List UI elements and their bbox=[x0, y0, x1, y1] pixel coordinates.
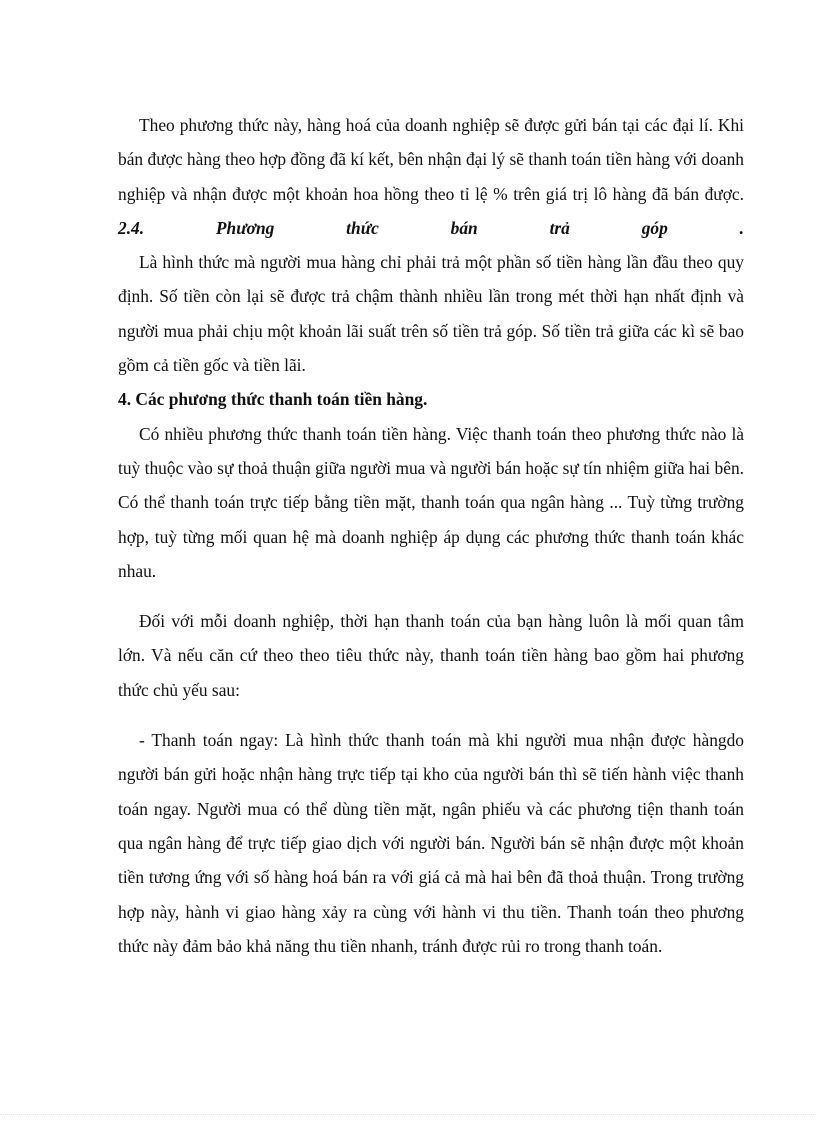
paragraph-immediate-payment: - Thanh toán ngay: Là hình thức thanh toán mà khi người mua nhận được hàngdo người bán gửi hoặc nhận hàng trực tiếp tại kho của người bán thì sẽ tiến hành việc thanh toán ngay. Người mua có thể dùng tiền mặt, ngân phiếu và các phương tiện thanh toán qua ngân hàng để trực tiếp giao dịch với người bán. Người bán sẽ nhận được một khoản tiền tương ứng với số hàng hoá bán ra với giá cả mà hai bên đã thoả thuận. Trong trường hợp này, hành vi giao hàng xảy ra cùng với hành vi thu tiền. Thanh toán theo phương thức này đảm bảo khả năng thu tiền nhanh, tránh được rủi ro trong thanh toán. bbox=[118, 730, 744, 956]
paragraph-installment-description: Là hình thức mà người mua hàng chỉ phải trả một phần số tiền hàng lần đầu theo quy định. Số tiền còn lại sẽ được trả chậm thành nhiều lần trong mét thời hạn nhất định và người mua phải chịu một khoản lãi suất trên số tiền trả góp. Số tiền trả giữa các kì sẽ bao gồm cả tiền gốc và tiền lãi. bbox=[118, 252, 744, 376]
document-body bbox=[118, 108, 744, 963]
heading-payment-methods: 4. Các phương thức thanh toán tiền hàng. bbox=[118, 389, 428, 410]
paragraph-agency-sales: Theo phương thức này, hàng hoá của doanh nghiệp sẽ được gửi bán tại các đại lí. Khi bán được hàng theo hợp đồng đã kí kết, bên nhận đại lý sẽ thanh toán tiền hàng với doanh nghiệp và nhận được một khoản hoa hồng theo tỉ lệ % trên giá trị lô hàng đã bán được. bbox=[118, 115, 744, 204]
heading-installment-sales: 2.4. Phương thức bán trả góp . bbox=[118, 217, 744, 238]
paragraph-payment-methods-overview: Có nhiều phương thức thanh toán tiền hàng. Việc thanh toán theo phương thức nào là tuỳ thuộc vào sự thoả thuận giữa người mua và người bán hoặc sự tín nhiệm giữa hai bên. Có thể thanh toán trực tiếp bằng tiền mặt, thanh toán qua ngân hàng ... Tuỳ từng trường hợp, tuỳ từng mối quan hệ mà doanh nghiệp áp dụng các phương thức thanh toán khác nhau. bbox=[118, 423, 744, 581]
page-bottom-divider bbox=[0, 1114, 816, 1115]
paragraph-payment-term: Đối với mỗi doanh nghiệp, thời hạn thanh toán của bạn hàng luôn là mối quan tâm lớn. Và nếu căn cứ theo theo tiêu thức này, thanh toán tiền hàng bao gồm hai phương thức chủ yếu sau: bbox=[118, 611, 744, 700]
